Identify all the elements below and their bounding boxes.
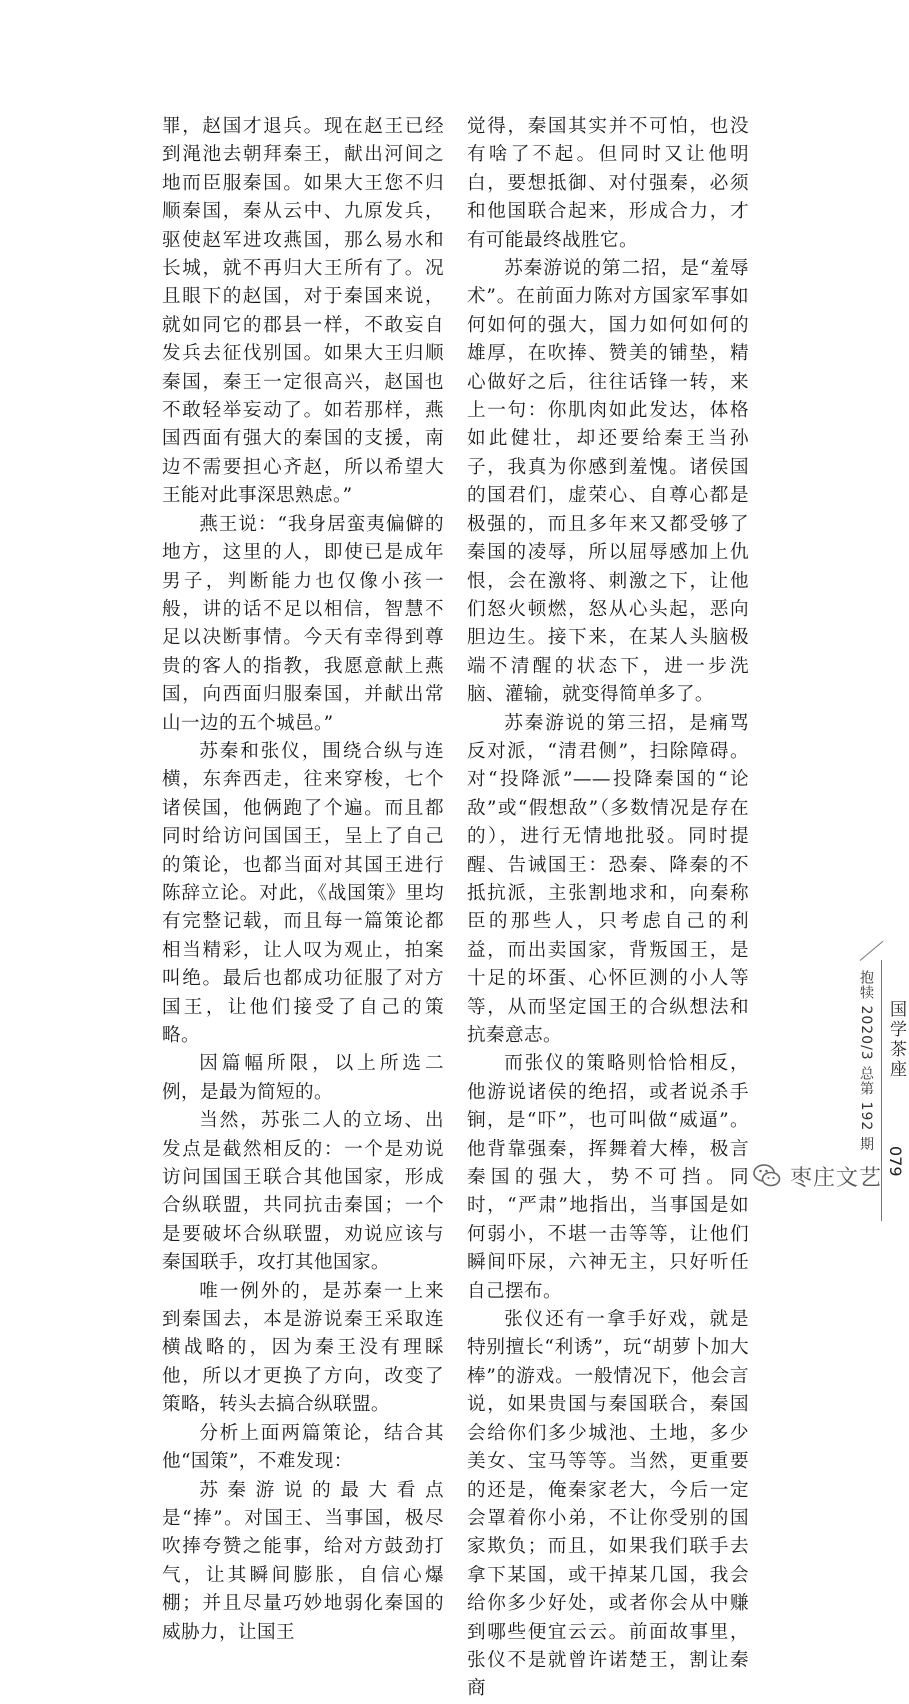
paragraph: 苏秦游说的第二招，是“羞辱术”。在前面力陈对方国家军事如何如何的强大，国力如何如何的雄厚，在吹捧、赞美的铺垫，精心做好之后，往往话锋一转，来上一句：你肌肉如此发达，体格如此健壮，却还要给秦王当孙子，我真为你感到羞愧。诸侯国的国君们，虚荣心、自尊心都是极强的，而且多年来又都受够了秦国的凌辱，所以屈辱感加上仇恨，会在激将、刺激之下，让他们怒火顿燃，怒从心头起，恶向胆边生。接下来，在某人头脑极端不清醒的状态下，进一步洗脑、灌输，就变得简单多了。 <box>467 258 749 706</box>
magazine-name: 国学茶座 <box>886 1000 906 1080</box>
left-text-column <box>162 113 444 1647</box>
watermark <box>752 1157 882 1195</box>
sidebar-corner-rule <box>860 941 884 961</box>
paragraph: 苏秦游说的第三招，是痛骂反对派，“清君侧”，扫除障碍。对“投降派”——投降秦国的“论敌”或“假想敌”（多数情况是存在的），进行无情地批驳。同时提醒、告诫国王：恐秦、降秦的不抵抗派，主张割地求和，向秦称臣的那些人，只考虑自己的利益，而出卖国家，背叛国王，是十足的坏蛋、心怀叵测的小人等等，从而坚定国王的合纵想法和抗秦意志。 <box>467 712 749 1046</box>
paragraph: 觉得，秦国其实并不可怕，也没有啥了不起。但同时又让他明白，要想抵御、对付强秦，必须和他国联合起来，形成合力，才有可能最终战胜它。 <box>467 116 749 251</box>
paragraph: 当然，苏张二人的立场、出发点是截然相反的：一个是劝说访问国国王联合其他国家，形成合纵联盟，共同抗击秦国；一个是要破坏合纵联盟，劝说应该与秦国联手，攻打其他国家。 <box>162 1110 444 1274</box>
paragraph: 苏秦和张仪，围绕合纵与连横，东奔西走，往来穿梭，七个诸侯国，他俩跑了个遍。而且都同时给访问国国王，呈上了自己的策论，也都当面对其国王进行陈辞立论。对此，《战国策》里均有完整记载，而且每一篇策论都相当精彩，让人叹为观止，拍案叫绝。最后也都成功征服了对方国王，让他们接受了自己的策略。 <box>162 740 444 1046</box>
wechat-icon <box>752 1162 782 1190</box>
paragraph: 唯一例外的，是苏秦一上来到秦国去，本是游说秦王采取连横战略的，因为秦王没有理睬他，所以才更换了方向，改变了策略，转头去搞合纵联盟。 <box>162 1280 444 1416</box>
watermark-text: 枣庄文艺 <box>790 1165 883 1191</box>
paragraph: 因篇幅所限，以上所选二例，是最为简短的。 <box>162 1053 444 1103</box>
paragraph: 罪，赵国才退兵。现在赵王已经到渑池去朝拜秦王，献出河间之地而臣服秦国。如果大王您不归顺秦国，秦从云中、九原发兵，驱使赵军进攻燕国，那么易水和长城，就不再归大王所有了。况且眼下的赵国，对于秦国来说，就如同它的郡县一样，不敢妄自发兵去征伐别国。如果大王归顺秦国，秦王一定很高兴，赵国也不敢轻举妄动了。如若那样，燕国西面有强大的秦国的支援，南边不需要担心齐赵，所以希望大王能对此事深思熟虑。” <box>162 116 444 507</box>
paragraph: 张仪还有一拿手好戏，就是特别擅长“利诱”，玩“胡萝卜加大棒”的游戏。一般情况下，他会言说，如果贵国与秦国联合，秦国会给你们多少城池、土地，多少美女、宝马等等。当然，更重要的还是，俺秦家老大，今后一定会罩着你小弟，不让你受别的国家欺负；而且，如果我们联手去拿下某国，或干掉某几国，我会给你多少好处，或者你会从中赚到哪些便宜云云。前面故事里，张仪不是就曾许诺楚王，割让秦商 <box>467 1309 749 1700</box>
paragraph: 分析上面两篇策论，结合其他“国策”，不难发现： <box>162 1422 444 1473</box>
paragraph: 而张仪的策略则恰恰相反，他游说诸侯的绝招，或者说杀手锏，是“吓”，也可叫做“威逼”。他背靠强秦，挥舞着大棒，极言秦国的强大，势不可挡。同时，“严肃”地指出，当事国是如何弱小，不堪一击等等，让他们瞬间吓尿，六神无主，只好听任自己摆布。 <box>467 1053 749 1302</box>
paragraph: 苏秦游说的最大看点是“捧”。对国王、当事国，极尽吹捧夸赞之能事，给对方鼓劲打气，让其瞬间膨胀，自信心爆棚；并且尽量巧妙地弱化秦国的威胁力，让国王 <box>162 1479 444 1643</box>
paragraph: 燕王说：“我身居蛮夷偏僻的地方，这里的人，即使已是成年男子，判断能力也仅像小孩一般，讲的话不足以相信，智慧不足以决断事情。今天有幸得到尊贵的客人的指教，我愿意献上燕国，向西面归服秦国，并献出常山一边的五个城邑。” <box>162 513 444 734</box>
issue-info: 抱犊 2020/3 总第 192 期 <box>858 970 874 1152</box>
page-number: 079 <box>886 1146 905 1177</box>
right-text-column <box>467 113 749 1704</box>
